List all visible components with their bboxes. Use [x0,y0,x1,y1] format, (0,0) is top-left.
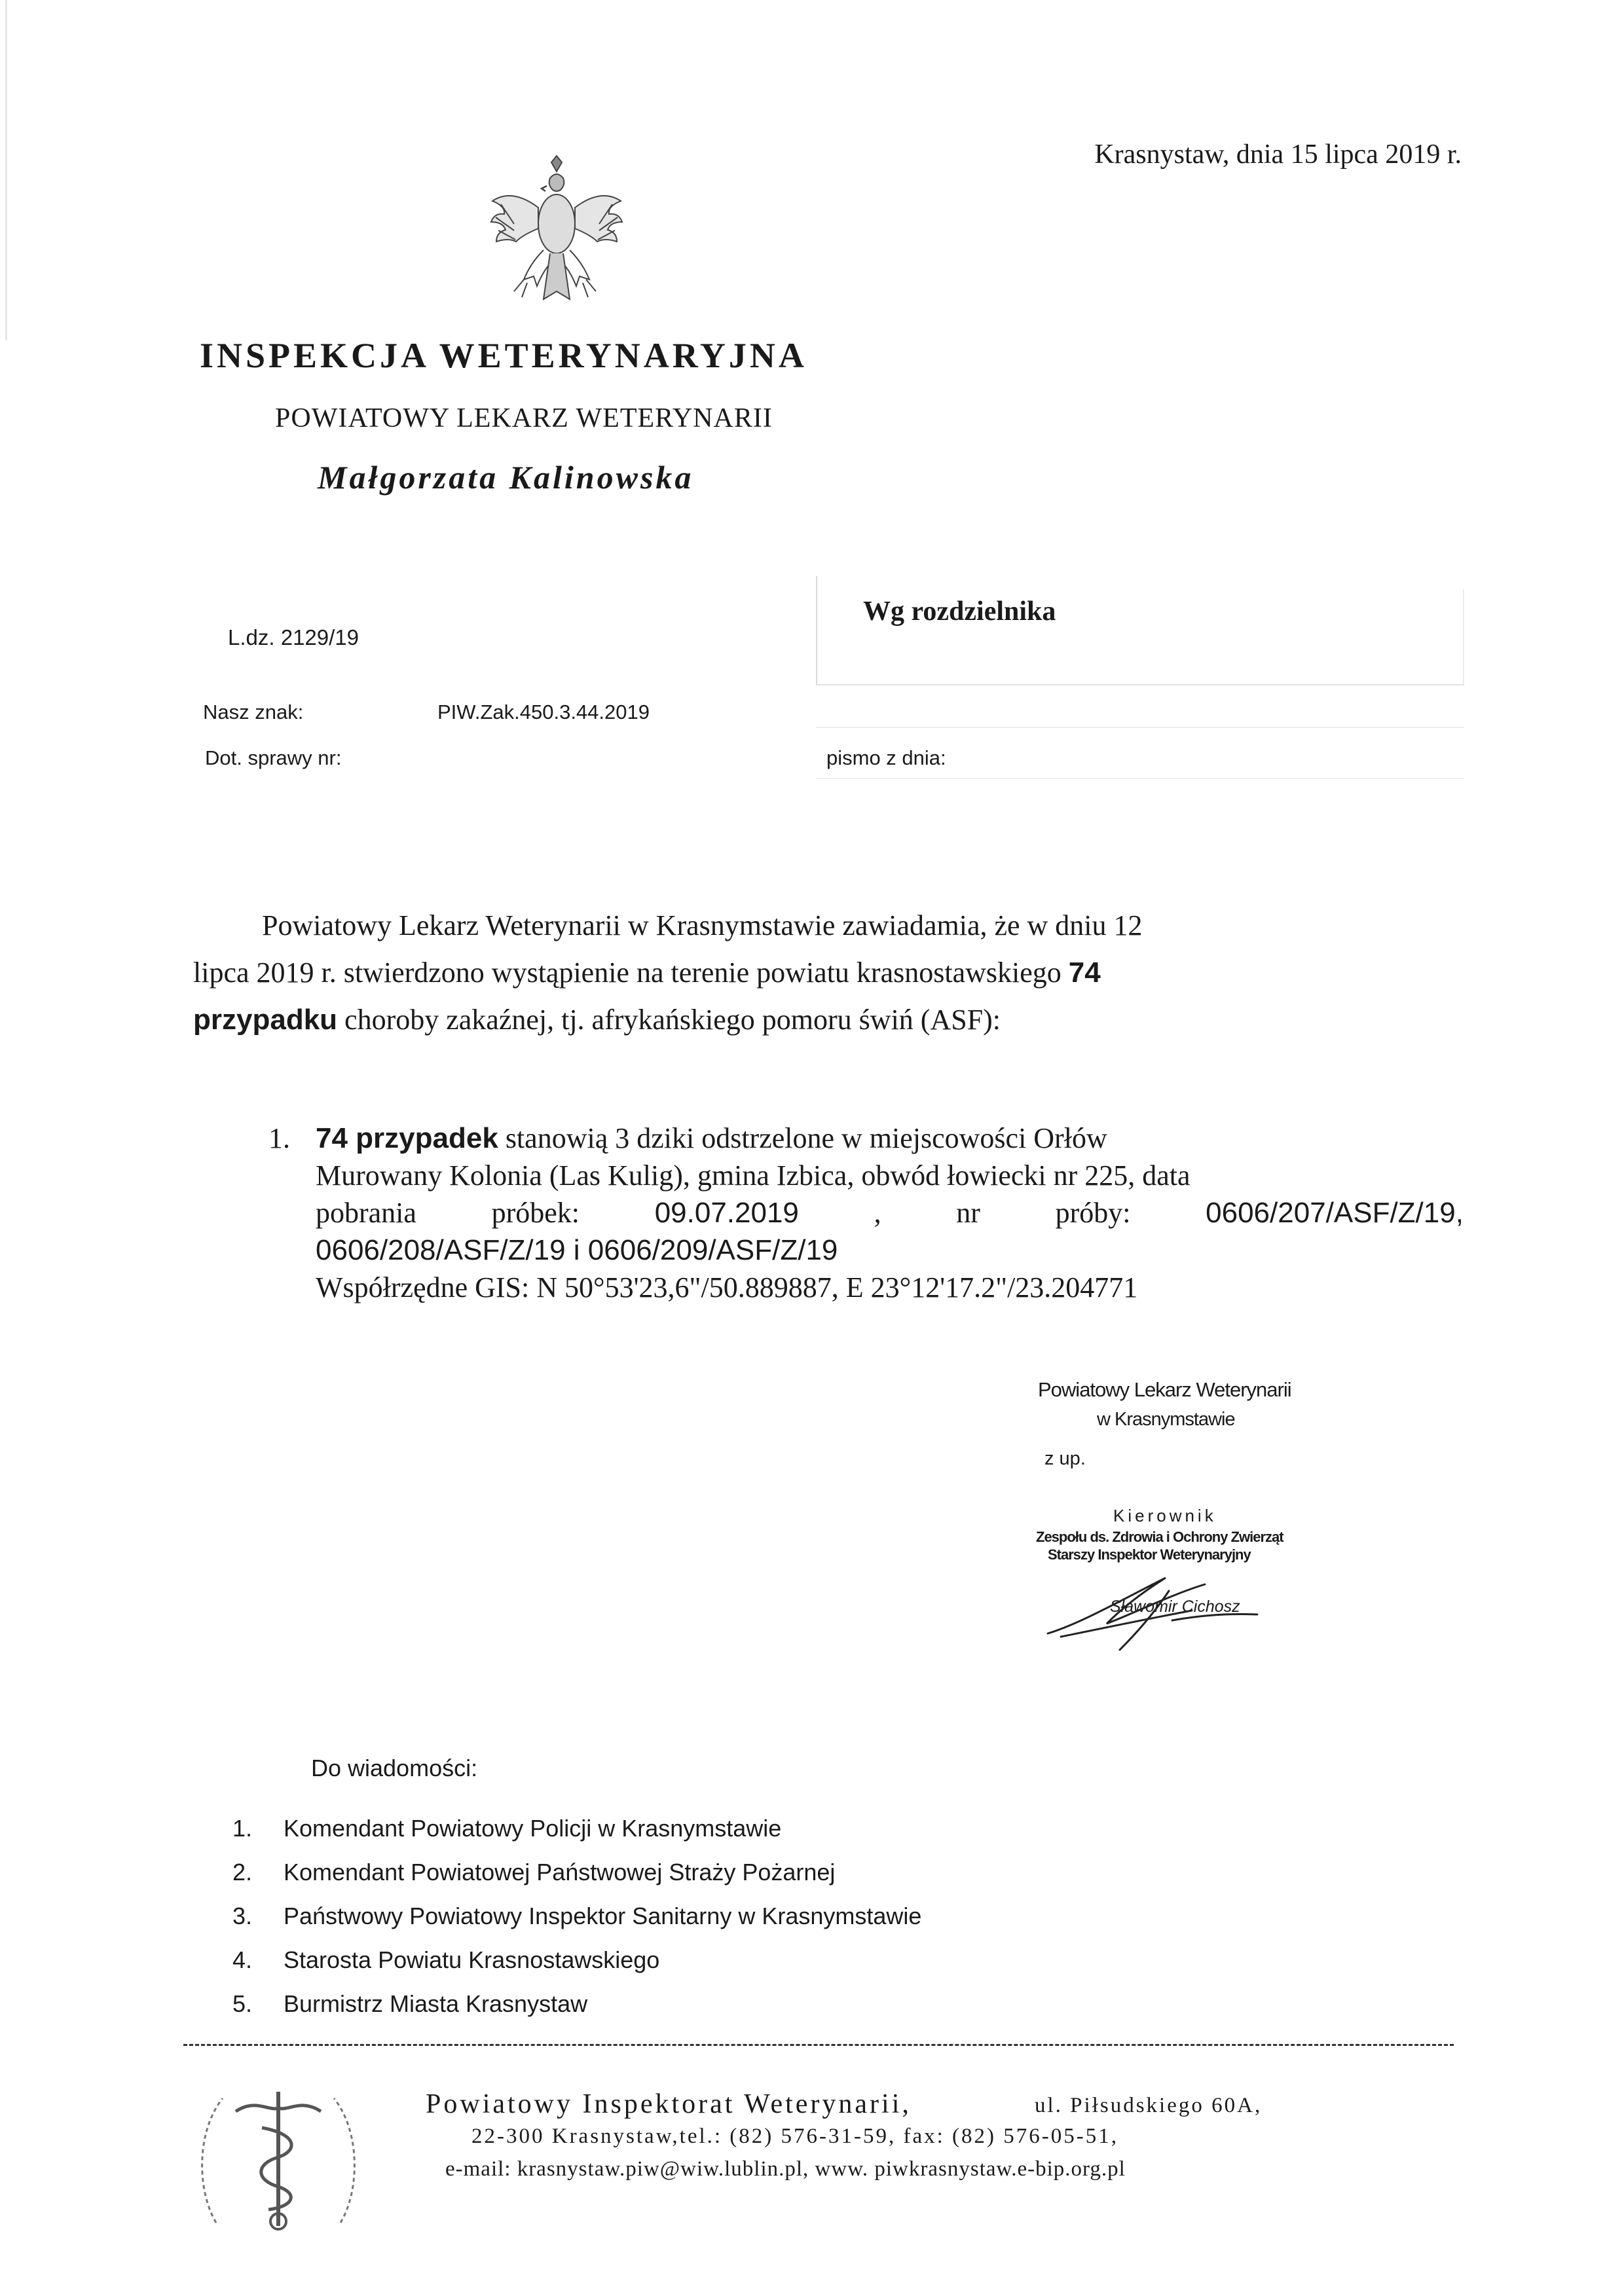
cc-item-number: 1. [232,1815,253,1842]
footer-address: ul. Piłsudskiego 60A, [1035,2094,1263,2117]
cc-item-number: 4. [232,1946,253,1973]
office-title: POWIATOWY LEKARZ WETERYNARII [275,403,773,433]
cc-item [232,1946,921,1990]
sample-number: 0606/207/ASF/Z/19, [1206,1197,1464,1229]
item-line: Współrzędne GIS: N 50°53'23,6"/50.889887, E 23°12'17.2"/23.204771 [316,1271,1138,1303]
sample-date: 09.07.2019 [654,1197,799,1229]
our-sign-value: PIW.Zak.450.3.44.2019 [437,701,650,723]
item-case-label: 74 przypadek [316,1122,498,1154]
institution-name: INSPEKCJA WETERYNARYJNA [200,336,807,375]
white-eagle-emblem-icon [488,152,625,316]
stamp-line: Starszy Inspektor Weterynaryjny [1048,1546,1251,1563]
cc-item-text: Komendant Powiatowy Policji w Krasnymstawie [284,1815,782,1842]
body-line: Powiatowy Lekarz Weterynarii w Krasnymstawie zawiadamia, że w dniu 12 [262,909,1143,941]
cc-item [232,1859,921,1903]
stamp-role: Kierownik [1113,1506,1217,1525]
cc-item [232,1990,921,2034]
item-line: 0606/208/ASF/Z/19 i 0606/209/ASF/Z/19 [316,1234,838,1266]
cc-item [232,1815,921,1859]
place-date: Krasnystaw, dnia 15 lipca 2019 r. [1094,139,1462,170]
item-line [316,1194,1464,1231]
cc-item-text: Państwowy Powiatowy Inspektor Sanitarny w Krasnymstawie [284,1903,922,1929]
item-text: stanowią 3 dziki odstrzelone w miejscowości Orłów [498,1122,1107,1154]
stamp-name: Sławomir Cichosz [1110,1597,1240,1616]
body-line [193,949,1464,996]
letter-date-label: pismo z dnia: [826,746,946,769]
body-line [193,996,1464,1044]
case-item [268,1120,1464,1306]
cc-item-text: Burmistrz Miasta Krasnystaw [284,1990,588,2017]
caduceus-icon [190,2072,367,2242]
item-number: 1. [268,1122,290,1154]
stamp-line: Powiatowy Lekarz Weterynarii [1038,1378,1291,1401]
case-word: przypadku [193,1004,338,1036]
our-sign-label: Nasz znak: [203,701,304,723]
item-line [316,1120,1464,1157]
footer-divider [183,2044,1454,2046]
cc-item-number: 5. [232,1990,253,2017]
body-text: choroby zakaźnej, tj. afrykańskiego pomoru świń (ASF): [337,1004,1001,1036]
ldz-number: L.dz. 2129/19 [228,625,359,649]
item-word: pobrania [316,1197,416,1229]
footer-web: e-mail: krasnystaw.piw@wiw.lublin.pl, www. piwkrasnystaw.e-bip.org.pl [445,2157,1126,2181]
cc-item-text: Komendant Powiatowej Państwowej Straży Pożarnej [284,1859,836,1886]
case-count: 74 [1068,957,1101,989]
body-text: lipca 2019 r. stwierdzono wystąpienie na terenie powiatu krasnostawskiego [193,957,1069,989]
form-rule [816,727,1464,728]
case-number-label: Dot. sprawy nr: [205,746,342,769]
cc-title: Do wiadomości: [311,1755,478,1781]
cc-item-number: 3. [232,1903,253,1929]
item-line: Murowany Kolonia (Las Kulig), gmina Izbica, obwód łowiecki nr 225, data [316,1159,1190,1192]
recipient-box-border [816,684,1464,685]
cc-item-text: Starosta Powiatu Krasnostawskiego [284,1946,660,1973]
stamp-line: w Krasnymstawie [1097,1409,1235,1430]
cc-list [232,1815,921,2034]
officer-name: Małgorzata Kalinowska [318,459,694,496]
stamp-line: Zespołu ds. Zdrowia i Ochrony Zwierząt [1036,1529,1283,1545]
item-word: nr [956,1197,980,1229]
handwritten-signature-icon [1041,1558,1277,1656]
cc-item-number: 2. [232,1859,253,1886]
cc-item [232,1903,921,1946]
item-word: próby: [1055,1197,1131,1229]
recipient-box-border [816,576,817,684]
recipient-box-border [1463,589,1464,684]
scan-edge-mark [5,0,7,340]
item-word: , [874,1197,881,1229]
body-paragraph [193,902,1464,1044]
form-rule [816,778,1464,779]
item-word: próbek: [491,1197,580,1229]
footer-institution: Powiatowy Inspektorat Weterynarii, [426,2089,912,2119]
recipient: Wg rozdzielnika [863,596,1056,627]
stamp-zup: z up. [1044,1448,1086,1469]
footer-contact: 22-300 Krasnystaw,tel.: (82) 576-31-59, fax: (82) 576-05-51, [471,2124,1119,2148]
